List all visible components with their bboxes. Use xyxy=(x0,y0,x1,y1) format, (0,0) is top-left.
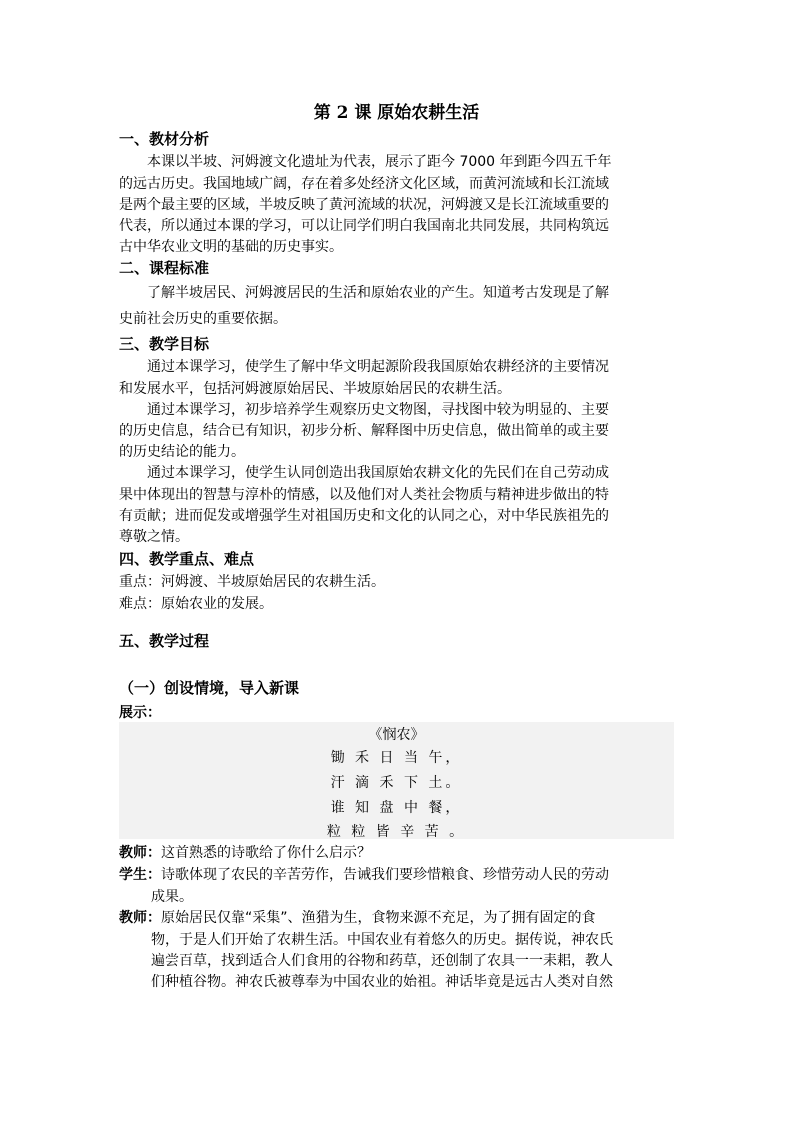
paragraph-line: 通过本课学习，使学生了解中华文明起源阶段我国原始农耕经济的主要情况 xyxy=(147,359,609,375)
paragraph-line: 本课以半坡、河姆渡文化遗址为代表，展示了距今 7000 年到距今四五千年 xyxy=(147,154,612,170)
section-heading-3: 三、教学目标 xyxy=(119,335,210,353)
page-title: 第 2 课 原始农耕生活 xyxy=(313,103,480,123)
show-label: 展示： xyxy=(119,705,161,721)
section-heading-4: 四、教学重点、难点 xyxy=(119,550,255,568)
subsection-heading: （一）创设情境，导入新课 xyxy=(119,679,300,697)
paragraph-line: 的远古历史。我国地域广阔，存在着多处经济文化区域，而黄河流域和长江流域 xyxy=(119,176,609,192)
poem-line: 粒 粒 皆 辛 苦 。 xyxy=(326,824,467,840)
paragraph-line: 古中华农业文明的基础的历史事实。 xyxy=(119,239,343,255)
paragraph-line: 的历史信息，结合已有知识，初步分析、解释图中历史信息，做出简单的或主要 xyxy=(119,423,609,439)
paragraph-line: 通过本课学习，初步培养学生观察历史文物图，寻找图中较为明显的、主要 xyxy=(147,402,609,418)
poem-box xyxy=(119,722,674,839)
paragraph-line: 有贡献；进而促发或增强学生对祖国历史和文化的认同之心，对中华民族祖先的 xyxy=(119,508,609,524)
dialogue-text: 这首熟悉的诗歌给了你什么启示？ xyxy=(161,845,371,861)
paragraph-line: 是两个最主要的区域，半坡反映了黄河流域的状况，河姆渡又是长江流域重要的 xyxy=(119,197,609,213)
dialogue-text: 原始居民仅靠“采集”、渔猎为生，食物来源不充足，为了拥有固定的食 xyxy=(161,910,596,926)
dialogue-text: 物，于是人们开始了农耕生活。中国农业有着悠久的历史。据传说，神农氏 xyxy=(151,932,613,948)
paragraph-line: 的历史结论的能力。 xyxy=(119,444,245,460)
dialogue-teacher-1 xyxy=(119,842,371,862)
key-point: 重点：河姆渡、半坡原始居民的农耕生活。 xyxy=(119,574,385,590)
dialogue-student-1 xyxy=(119,864,609,884)
paragraph-line: 和发展水平，包括河姆渡原始居民、半坡原始居民的农耕生活。 xyxy=(119,381,511,397)
paragraph-line: 通过本课学习，使学生认同创造出我国原始农耕文化的先民们在自己劳动成 xyxy=(147,465,609,481)
paragraph-line: 尊敬之情。 xyxy=(119,529,189,545)
poem-line: 谁 知 盘 中 餐， xyxy=(330,800,463,816)
paragraph-line: 史前社会历史的重要依据。 xyxy=(119,311,287,327)
poem-title: 《悯农》 xyxy=(368,727,425,743)
difficult-point: 难点：原始农业的发展。 xyxy=(119,596,273,612)
speaker-label: 教师： xyxy=(119,910,161,926)
dialogue-text: 诗歌体现了农民的辛苦劳作，告诫我们要珍惜粮食、珍惜劳动人民的劳动 xyxy=(161,867,609,883)
dialogue-text: 遍尝百草，找到适合人们食用的谷物和药草，还创制了农具一一耒耜，教人 xyxy=(151,953,613,969)
section-heading-2: 二、课程标准 xyxy=(119,259,210,277)
paragraph-line: 果中体现出的智慧与淳朴的情感，以及他们对人类社会物质与精神进步做出的特 xyxy=(119,487,609,503)
speaker-label: 学生： xyxy=(119,867,161,883)
poem-line: 汗 滴 禾 下 土。 xyxy=(330,775,463,791)
section-heading-1: 一、教材分析 xyxy=(119,130,210,148)
speaker-label: 教师： xyxy=(119,845,161,861)
dialogue-text: 成果。 xyxy=(151,889,193,905)
paragraph-line: 了解半坡居民、河姆渡居民的生活和原始农业的产生。知道考古发现是了解 xyxy=(147,285,609,301)
dialogue-teacher-2 xyxy=(119,907,596,927)
section-heading-5: 五、教学过程 xyxy=(119,632,210,650)
poem-line: 锄 禾 日 当 午， xyxy=(330,750,463,766)
paragraph-line: 代表，所以通过本课的学习，可以让同学们明白我国南北共同发展，共同构筑远 xyxy=(119,218,609,234)
dialogue-text: 们种植谷物。神农氏被尊奉为中国农业的始祖。神话毕竟是远古人类对自然 xyxy=(151,974,613,990)
